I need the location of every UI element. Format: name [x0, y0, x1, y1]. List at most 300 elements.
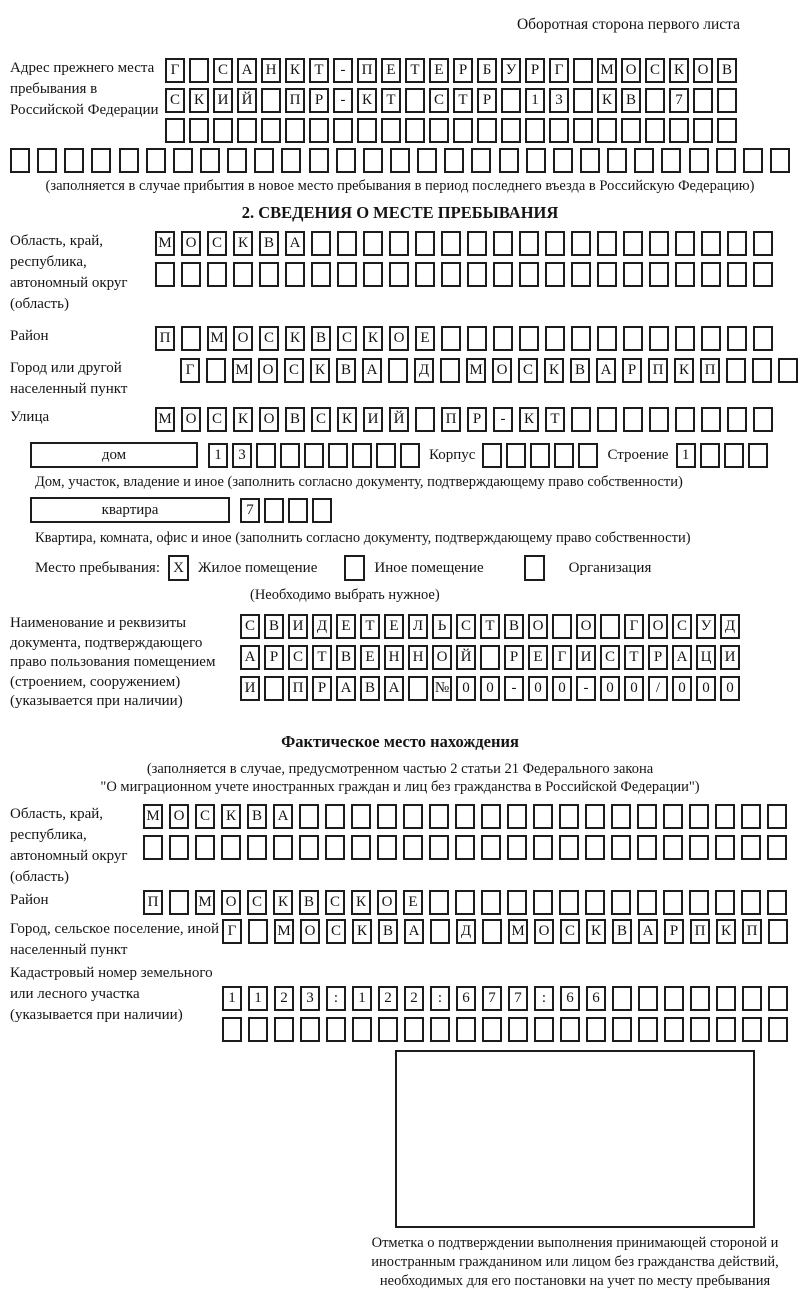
char-cell: К — [189, 88, 209, 113]
char-cell: Д — [312, 614, 332, 639]
char-cell — [726, 358, 746, 383]
char-cell: К — [351, 890, 371, 915]
char-cell: О — [528, 614, 548, 639]
char-cell — [638, 986, 658, 1011]
prev-address-caption: (заполняется в случае прибытия в новое место пребывания в период последнего въезда в Российскую Федерацию) — [45, 178, 755, 194]
char-cell: М — [143, 804, 163, 829]
char-cell — [471, 148, 491, 173]
char-cell — [689, 890, 709, 915]
char-cell: В — [504, 614, 524, 639]
document-row-1 — [240, 614, 740, 639]
char-cell — [256, 443, 276, 468]
char-cell: А — [672, 645, 692, 670]
char-cell: Т — [480, 614, 500, 639]
char-cell — [261, 118, 281, 143]
char-cell — [501, 118, 521, 143]
char-cell — [195, 835, 215, 860]
char-cell — [351, 804, 371, 829]
char-cell: Н — [384, 645, 404, 670]
char-cell: Г — [549, 58, 569, 83]
char-cell: В — [311, 326, 331, 351]
char-cell: 7 — [240, 498, 260, 523]
char-cell: 0 — [696, 676, 716, 701]
section3-city-label: Город, сельское поселение, иной населенный пункт — [10, 920, 219, 958]
section3-city-row — [222, 919, 788, 944]
char-cell — [767, 835, 787, 860]
char-cell: М — [466, 358, 486, 383]
char-cell — [405, 88, 425, 113]
cadastre-field — [10, 963, 790, 1042]
char-cell — [441, 262, 461, 287]
char-cell — [571, 326, 591, 351]
char-cell — [742, 1017, 762, 1042]
char-cell: С — [284, 358, 304, 383]
char-cell: А — [273, 804, 293, 829]
char-cell — [675, 407, 695, 432]
char-cell — [430, 1017, 450, 1042]
char-cell — [477, 118, 497, 143]
char-cell — [519, 262, 539, 287]
char-cell — [237, 118, 257, 143]
cadastre-label: Кадастровый номер земельного или лесного участка (указывается при наличии) — [10, 964, 213, 1023]
char-cell — [363, 231, 383, 256]
char-cell: Р — [622, 358, 642, 383]
char-cell: Р — [453, 58, 473, 83]
char-cell: Г — [552, 645, 572, 670]
cadastre-row-2 — [222, 1017, 788, 1042]
char-cell: С — [456, 614, 476, 639]
char-cell — [247, 835, 267, 860]
char-cell — [285, 262, 305, 287]
char-cell: 2 — [404, 986, 424, 1011]
char-cell — [165, 118, 185, 143]
char-cell — [280, 443, 300, 468]
char-cell — [585, 890, 605, 915]
char-cell: Г — [624, 614, 644, 639]
char-cell — [259, 262, 279, 287]
char-cell — [637, 835, 657, 860]
char-cell — [573, 58, 593, 83]
char-cell: О — [648, 614, 668, 639]
char-cell — [534, 1017, 554, 1042]
char-cell: Т — [624, 645, 644, 670]
char-cell — [430, 919, 450, 944]
char-cell — [299, 835, 319, 860]
char-cell: А — [237, 58, 257, 83]
char-cell: 6 — [586, 986, 606, 1011]
char-cell: К — [674, 358, 694, 383]
section2-region-row-2 — [155, 262, 773, 287]
char-cell: К — [586, 919, 606, 944]
char-cell: М — [155, 231, 175, 256]
char-cell — [623, 326, 643, 351]
char-cell: С — [288, 645, 308, 670]
stay-type-note: (Необходимо выбрать нужное) — [250, 587, 440, 603]
char-cell: И — [576, 645, 596, 670]
char-cell: М — [274, 919, 294, 944]
char-cell: А — [384, 676, 404, 701]
char-cell — [326, 1017, 346, 1042]
char-cell — [637, 804, 657, 829]
char-cell — [429, 835, 449, 860]
char-cell — [337, 231, 357, 256]
char-cell: Б — [477, 58, 497, 83]
char-cell: В — [570, 358, 590, 383]
char-cell — [661, 148, 681, 173]
char-cell — [429, 118, 449, 143]
char-cell — [429, 890, 449, 915]
char-cell — [456, 1017, 476, 1042]
section2-city-row — [180, 358, 798, 383]
char-cell: 1 — [676, 443, 696, 468]
char-cell — [493, 231, 513, 256]
char-cell: В — [259, 231, 279, 256]
char-cell — [363, 262, 383, 287]
char-cell: Т — [453, 88, 473, 113]
char-cell: 1 — [222, 986, 242, 1011]
char-cell — [388, 358, 408, 383]
char-cell: М — [207, 326, 227, 351]
char-cell — [742, 986, 762, 1011]
char-cell — [376, 443, 396, 468]
char-cell — [233, 262, 253, 287]
char-cell: П — [700, 358, 720, 383]
char-cell — [221, 835, 241, 860]
char-cell — [533, 835, 553, 860]
char-cell — [716, 148, 736, 173]
char-cell: Т — [405, 58, 425, 83]
char-cell: 7 — [482, 986, 502, 1011]
char-cell — [264, 498, 284, 523]
apartment-box: квартира — [30, 497, 230, 523]
apartment-cells — [240, 498, 332, 523]
char-cell: С — [207, 407, 227, 432]
char-cell — [481, 835, 501, 860]
page-side-note: Оборотная сторона первого листа — [516, 16, 740, 33]
char-cell: 0 — [528, 676, 548, 701]
stay-type-field — [35, 555, 790, 581]
char-cell: А — [596, 358, 616, 383]
section3-caption-1: (заполняется в случае, предусмотренном частью 2 статьи 21 Федерального закона — [146, 760, 654, 777]
char-cell: С — [213, 58, 233, 83]
char-cell: С — [165, 88, 185, 113]
char-cell — [715, 890, 735, 915]
char-cell — [597, 262, 617, 287]
char-cell — [669, 118, 689, 143]
section2-street-label: Улица — [10, 409, 50, 425]
char-cell: 6 — [456, 986, 476, 1011]
char-cell: 1 — [248, 986, 268, 1011]
char-cell — [390, 148, 410, 173]
char-cell: К — [233, 407, 253, 432]
char-cell — [559, 890, 579, 915]
char-cell: Т — [309, 58, 329, 83]
house-field — [30, 442, 790, 468]
char-cell: М — [508, 919, 528, 944]
char-cell: О — [221, 890, 241, 915]
apartment-field — [30, 497, 790, 523]
char-cell — [285, 118, 305, 143]
char-cell: Н — [261, 58, 281, 83]
char-cell: Р — [525, 58, 545, 83]
char-cell — [663, 804, 683, 829]
char-cell — [281, 148, 301, 173]
char-cell: О — [181, 231, 201, 256]
section2-district-row — [155, 326, 773, 351]
char-cell — [493, 326, 513, 351]
char-cell: С — [518, 358, 538, 383]
char-cell — [716, 1017, 736, 1042]
house-caption: Дом, участок, владение и иное (заполнить согласно документу, подтверждающему право собственности) — [35, 474, 683, 490]
char-cell — [700, 443, 720, 468]
char-cell — [663, 890, 683, 915]
char-cell: И — [720, 645, 740, 670]
char-cell: О — [169, 804, 189, 829]
char-cell — [169, 835, 189, 860]
char-cell: 0 — [552, 676, 572, 701]
char-cell — [408, 676, 428, 701]
char-cell — [482, 443, 502, 468]
char-cell: - — [576, 676, 596, 701]
char-cell: И — [363, 407, 383, 432]
house-number-cells — [208, 443, 420, 468]
char-cell — [768, 919, 788, 944]
char-cell — [299, 804, 319, 829]
char-cell — [623, 407, 643, 432]
char-cell: С — [429, 88, 449, 113]
char-cell: - — [333, 58, 353, 83]
char-cell — [254, 148, 274, 173]
char-cell: Е — [381, 58, 401, 83]
char-cell: С — [600, 645, 620, 670]
char-cell — [743, 148, 763, 173]
char-cell: В — [621, 88, 641, 113]
char-cell: : — [326, 986, 346, 1011]
section3-region-rows — [143, 804, 787, 860]
char-cell — [727, 407, 747, 432]
char-cell — [499, 148, 519, 173]
char-cell: Е — [429, 58, 449, 83]
char-cell: С — [672, 614, 692, 639]
char-cell — [770, 148, 790, 173]
char-cell: К — [597, 88, 617, 113]
char-cell — [300, 1017, 320, 1042]
char-cell — [638, 1017, 658, 1042]
char-cell — [767, 890, 787, 915]
char-cell: И — [288, 614, 308, 639]
char-cell: П — [285, 88, 305, 113]
char-cell — [637, 890, 657, 915]
stay-option-residential-checkbox: X — [168, 555, 189, 581]
char-cell: В — [264, 614, 284, 639]
section3-region-row-1 — [143, 804, 787, 829]
char-cell — [440, 358, 460, 383]
stamp-caption: Отметка о подтверждении выполнения принимающей стороной и иностранным гражданином или лицом без гражданства действий, необходимых для его постановки на учет по месту пребывания — [371, 1234, 779, 1289]
char-cell: Т — [312, 645, 332, 670]
char-cell — [37, 148, 57, 173]
char-cell: К — [285, 58, 305, 83]
char-cell: С — [240, 614, 260, 639]
char-cell — [715, 835, 735, 860]
char-cell: П — [690, 919, 710, 944]
char-cell — [119, 148, 139, 173]
char-cell: В — [612, 919, 632, 944]
char-cell: Е — [360, 645, 380, 670]
char-cell: 1 — [525, 88, 545, 113]
char-cell — [273, 835, 293, 860]
char-cell: К — [273, 890, 293, 915]
document-rows — [240, 614, 740, 701]
char-cell: 0 — [624, 676, 644, 701]
char-cell — [64, 148, 84, 173]
char-cell — [645, 88, 665, 113]
char-cell: С — [325, 890, 345, 915]
char-cell: К — [352, 919, 372, 944]
char-cell: М — [195, 890, 215, 915]
stamp-area — [395, 1050, 790, 1228]
char-cell — [533, 890, 553, 915]
char-cell — [753, 326, 773, 351]
char-cell: Е — [384, 614, 404, 639]
char-cell — [690, 986, 710, 1011]
char-cell — [480, 645, 500, 670]
char-cell: / — [648, 676, 668, 701]
char-cell: В — [247, 804, 267, 829]
char-cell: О — [233, 326, 253, 351]
char-cell — [586, 1017, 606, 1042]
char-cell — [417, 148, 437, 173]
char-cell — [753, 262, 773, 287]
char-cell — [403, 804, 423, 829]
char-cell: Й — [456, 645, 476, 670]
char-cell: М — [232, 358, 252, 383]
char-cell: В — [285, 407, 305, 432]
char-cell — [580, 148, 600, 173]
char-cell — [363, 148, 383, 173]
char-cell — [597, 407, 617, 432]
char-cell — [717, 88, 737, 113]
char-cell — [716, 986, 736, 1011]
char-cell: С — [247, 890, 267, 915]
char-cell — [222, 1017, 242, 1042]
char-cell: С — [560, 919, 580, 944]
char-cell: И — [213, 88, 233, 113]
char-cell: Н — [408, 645, 428, 670]
char-cell: Г — [222, 919, 242, 944]
stay-option-organization-checkbox — [524, 555, 545, 581]
korpus-label: Корпус — [429, 446, 476, 463]
char-cell — [560, 1017, 580, 1042]
char-cell: О — [492, 358, 512, 383]
char-cell — [467, 231, 487, 256]
char-cell — [545, 262, 565, 287]
char-cell — [501, 88, 521, 113]
char-cell: Т — [381, 88, 401, 113]
char-cell: П — [155, 326, 175, 351]
apartment-caption: Квартира, комната, офис и иное (заполнить согласно документу, подтверждающему право собственности) — [35, 530, 691, 546]
char-cell — [675, 326, 695, 351]
char-cell: 0 — [720, 676, 740, 701]
char-cell — [325, 835, 345, 860]
char-cell: К — [310, 358, 330, 383]
prev-address-rows — [165, 58, 737, 143]
char-cell: 2 — [274, 986, 294, 1011]
char-cell — [530, 443, 550, 468]
section3-title: Фактическое место нахождения — [281, 731, 519, 751]
char-cell — [571, 407, 591, 432]
char-cell: У — [696, 614, 716, 639]
char-cell: Й — [237, 88, 257, 113]
char-cell — [311, 231, 331, 256]
char-cell — [189, 58, 209, 83]
char-cell: К — [285, 326, 305, 351]
char-cell: К — [544, 358, 564, 383]
char-cell: - — [493, 407, 513, 432]
char-cell — [623, 262, 643, 287]
section2-city-field — [10, 358, 790, 400]
char-cell: Е — [415, 326, 435, 351]
char-cell — [741, 835, 761, 860]
char-cell — [467, 326, 487, 351]
char-cell — [748, 443, 768, 468]
section2-title: 2. СВЕДЕНИЯ О МЕСТЕ ПРЕБЫВАНИЯ — [241, 203, 559, 222]
char-cell: М — [597, 58, 617, 83]
char-cell: 2 — [378, 986, 398, 1011]
char-cell — [693, 118, 713, 143]
char-cell — [552, 614, 572, 639]
char-cell — [526, 148, 546, 173]
char-cell: К — [337, 407, 357, 432]
char-cell — [571, 231, 591, 256]
char-cell: Р — [648, 645, 668, 670]
char-cell: С — [645, 58, 665, 83]
stroenie-label: Строение — [607, 446, 669, 463]
char-cell — [378, 1017, 398, 1042]
char-cell — [337, 262, 357, 287]
stay-option-residential-label: Жилое помещение — [198, 559, 318, 576]
char-cell: 0 — [456, 676, 476, 701]
char-cell — [768, 1017, 788, 1042]
char-cell: П — [742, 919, 762, 944]
char-cell — [146, 148, 166, 173]
char-cell — [357, 118, 377, 143]
char-cell — [611, 835, 631, 860]
char-cell — [482, 919, 502, 944]
char-cell: П — [288, 676, 308, 701]
char-cell — [200, 148, 220, 173]
char-cell: Р — [467, 407, 487, 432]
char-cell: Р — [309, 88, 329, 113]
char-cell — [664, 1017, 684, 1042]
char-cell: В — [378, 919, 398, 944]
char-cell — [248, 919, 268, 944]
char-cell: М — [155, 407, 175, 432]
char-cell — [507, 804, 527, 829]
korpus-cells — [482, 443, 598, 468]
char-cell — [585, 835, 605, 860]
char-cell — [352, 1017, 372, 1042]
char-cell — [429, 804, 449, 829]
stamp-box — [395, 1050, 755, 1228]
char-cell: О — [181, 407, 201, 432]
section3-region-row-2 — [143, 835, 787, 860]
char-cell — [701, 407, 721, 432]
char-cell — [689, 835, 709, 860]
char-cell: П — [648, 358, 668, 383]
char-cell — [519, 231, 539, 256]
char-cell — [623, 231, 643, 256]
section2-street-field — [10, 407, 790, 432]
